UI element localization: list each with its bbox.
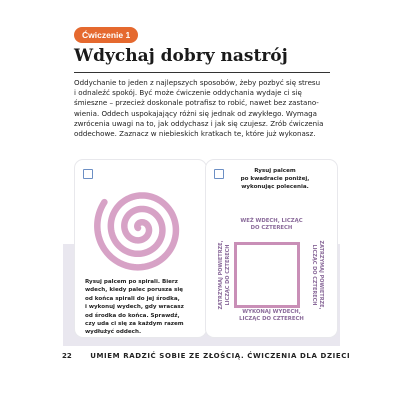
square-instruction-line: wykonując polecenia. [241,184,309,190]
square-right-line: ZATRZYMAJ POWIETRZE, [318,240,324,310]
square-instruction-line: Rysuj palcem [254,168,296,174]
square-top-line: DO CZTERECH [250,225,293,231]
square-left-line: ZATRZYMAJ POWIETRZE, [218,240,224,310]
square-right-label [306,240,324,310]
square-bottom-line: WYKONAJ WYDECH, [242,309,301,315]
book-title: UMIEM RADZIĆ SOBIE ZE ZŁOŚCIĄ. ĆWICZENIA DLA DZIECI [90,352,351,360]
square-top-line: WEŹ WDECH, LICZĄC [240,218,303,224]
intro-line: zwrócenia uwagi na to, jak oddychasz i jak się czujesz. Zrób ćwiczenia [74,118,324,128]
square-card [206,160,337,337]
spiral-text-line: i wykonuj wydech, gdy wracasz [85,304,184,311]
intro-line: i odnaleźć spokój. Być może ćwiczenie oddychania wydaje ci się [74,88,302,98]
square-instructions [224,167,326,191]
intro-line: oddechowe. Zaznacz w niebieskich kratkach te, które już wykonasz. [74,129,316,139]
spiral-text-line: czy uda ci się za każdym razem [85,321,184,328]
spiral-text-line: od końca spirali do jej środka, [85,295,180,302]
intro-line: Oddychanie to jeden z najlepszych sposobów, żeby pozbyć się stresu [74,78,321,87]
breathing-square[interactable] [234,242,300,308]
spiral-icon[interactable] [83,178,198,278]
page-footer [62,352,352,360]
square-checkbox[interactable] [214,169,224,179]
intro-line: śmieszne – przecież doskonale potrafisz to robić, nawet bez zastano- [74,98,319,108]
square-right-line: LICZĄC DO CZTERECH [311,244,318,306]
spiral-instructions [85,278,201,337]
page-title: Wdychaj dobry nastrój [74,46,288,66]
exercise-badge: Ćwiczenie 1 [74,27,138,43]
spiral-card [75,160,206,337]
spiral-text-line: od środka do końca. Sprawdź, [85,312,180,319]
spiral-text-line: wdech, kiedy palec porusza się [85,287,184,294]
page-number: 22 [62,352,72,360]
square-top-label [206,218,337,232]
square-bottom-label [206,309,337,323]
spiral-text-line: wydłużyć oddech. [85,329,142,336]
square-left-line: LICZĄC DO CZTERECH [224,244,231,306]
title-underline [74,72,330,73]
square-instruction-line: po kwadracie poniżej, [240,176,310,182]
spiral-text-line: Rysuj palcem po spirali. Bierz [85,279,178,285]
intro-paragraph [74,78,334,139]
intro-line: wienia. Oddech uspokajający różni się jednak od zwykłego. Wymaga [74,108,318,118]
square-bottom-line: LICZĄC DO CZTERECH [239,316,304,322]
